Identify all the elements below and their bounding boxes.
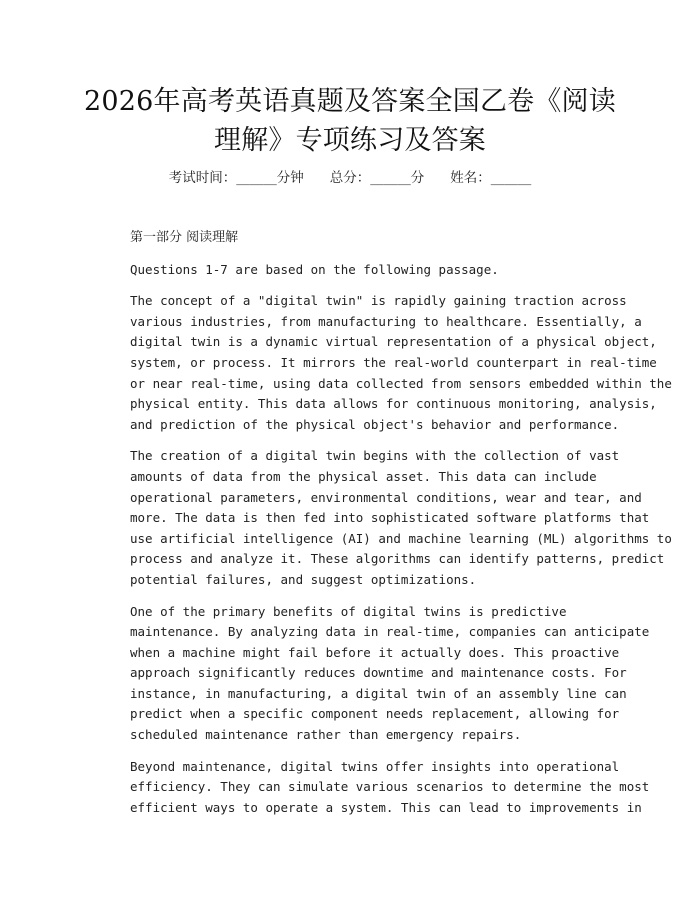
time-label: 考试时间： bbox=[168, 170, 237, 186]
section-heading: 第一部分 阅读理解 bbox=[130, 230, 239, 245]
name-blank: ______ bbox=[490, 170, 532, 186]
paragraph-line: maintenance. By analyzing data in real-time, companies can anticipate bbox=[130, 624, 650, 640]
paragraph-line: when a machine might fail before it actually does. This proactive bbox=[130, 644, 620, 660]
paragraph-line: physical entity. This data allows for continuous monitoring, analysis, bbox=[130, 396, 657, 412]
exam-meta-line bbox=[0, 168, 700, 188]
score-blank: ______ bbox=[370, 170, 411, 186]
title-line-2: 理解》专项练习及答案 bbox=[214, 125, 486, 156]
paragraph-line: efficient ways to operate a system. This can lead to improvements in bbox=[130, 799, 642, 815]
paragraph-line: use artificial intelligence (AI) and machine learning (ML) algorithms to bbox=[130, 530, 672, 546]
paragraph-3 bbox=[103, 602, 650, 746]
paragraph-line: predict when a specific component needs replacement, allowing for bbox=[130, 706, 620, 722]
paragraph-line: scheduled maintenance rather than emergency repairs. bbox=[130, 727, 522, 743]
paragraph-line: approach significantly reduces downtime and maintenance costs. For bbox=[130, 665, 627, 681]
paragraph-line: efficiency. They can simulate various scenarios to determine the most bbox=[130, 779, 650, 795]
paragraph-line: digital twin is a dynamic virtual representation of a physical object, bbox=[130, 334, 657, 350]
paragraph-line: potential failures, and suggest optimizations. bbox=[130, 571, 477, 587]
paragraph-line: The creation of a digital twin begins with the collection of vast bbox=[130, 448, 620, 464]
score-label: 总分： bbox=[329, 170, 371, 186]
paragraph-line: The concept of a "digital twin" is rapidly gaining traction across bbox=[130, 293, 627, 309]
paragraph-line: instance, in manufacturing, a digital twin of an assembly line can bbox=[130, 685, 627, 701]
passage-body bbox=[103, 228, 672, 829]
time-blank: ______ bbox=[236, 170, 277, 186]
name-label: 姓名： bbox=[450, 170, 491, 186]
paragraph-line: system, or process. It mirrors the real-world counterpart in real-time bbox=[130, 354, 657, 370]
document-title bbox=[60, 82, 640, 160]
paragraph-1 bbox=[103, 291, 672, 435]
paragraph-line: and prediction of the physical object's behavior and performance. bbox=[130, 416, 620, 432]
paragraph-line: amounts of data from the physical asset. This data can include bbox=[130, 468, 597, 484]
paragraph-line: various industries, from manufacturing to healthcare. Essentially, a bbox=[130, 313, 642, 329]
score-unit: 分 bbox=[410, 170, 425, 186]
paragraph-line: or near real-time, using data collected from sensors embedded within the bbox=[130, 375, 672, 391]
paragraph-line: process and analyze it. These algorithms can identify patterns, predict bbox=[130, 551, 665, 567]
title-line-1: 2026年高考英语真题及答案全国乙卷《阅读 bbox=[84, 86, 616, 117]
passage-intro: Questions 1-7 are based on the following passage. bbox=[130, 261, 499, 277]
paragraph-4 bbox=[103, 757, 650, 819]
time-unit: 分钟 bbox=[276, 170, 304, 186]
paragraph-line: One of the primary benefits of digital twins is predictive bbox=[130, 603, 567, 619]
paragraph-line: operational parameters, environmental conditions, wear and tear, and bbox=[130, 489, 642, 505]
paragraph-line: Beyond maintenance, digital twins offer insights into operational bbox=[130, 758, 620, 774]
paragraph-line: more. The data is then fed into sophisticated software platforms that bbox=[130, 510, 650, 526]
paragraph-2 bbox=[103, 446, 672, 590]
